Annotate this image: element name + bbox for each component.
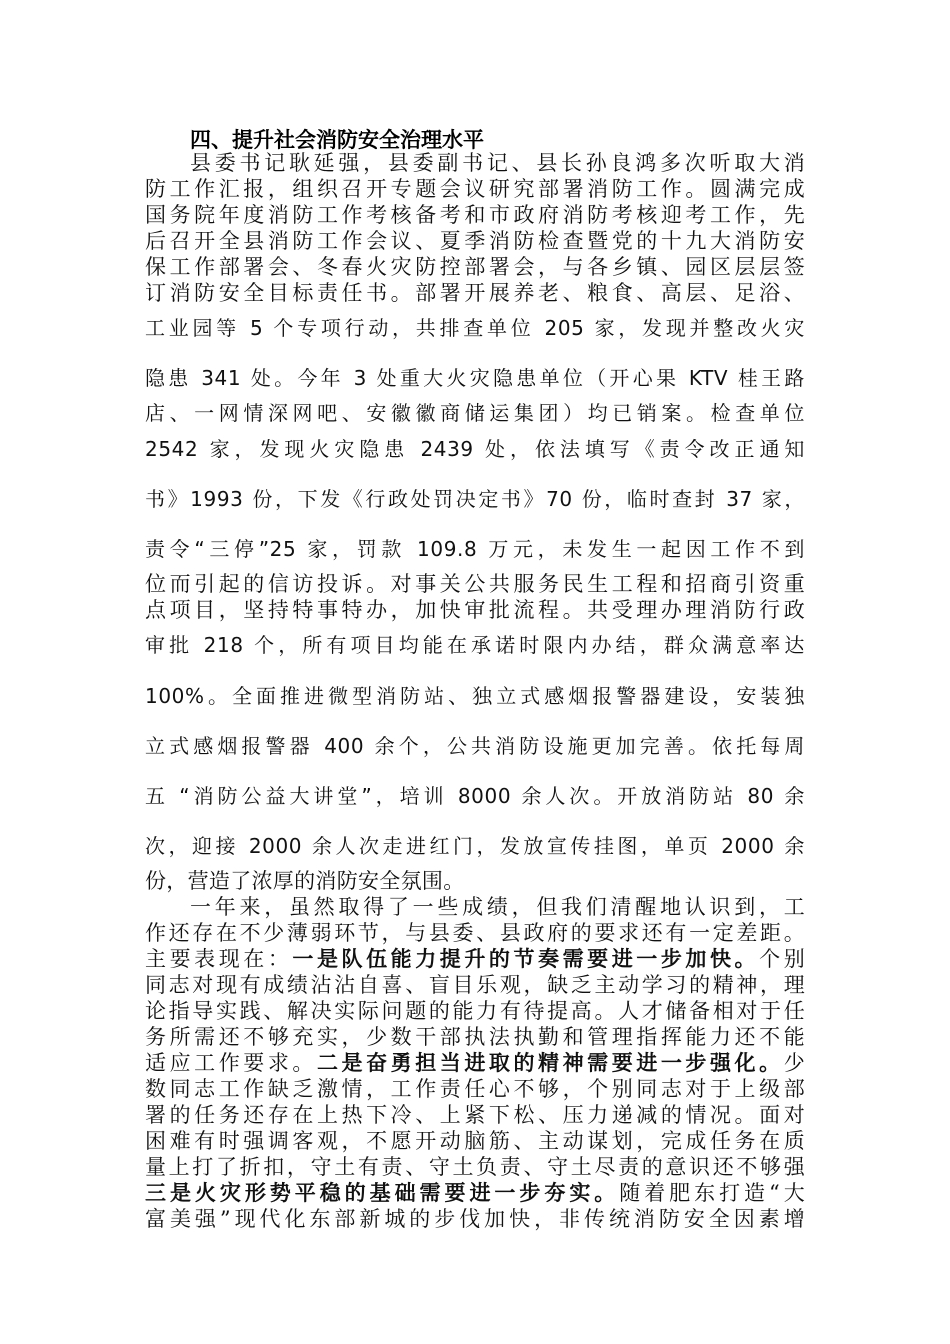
text-line: 工业园等 5 个专项行动，共排查单位 205 家，发现并整改火灾 — [145, 316, 805, 340]
text-line: 点项目，坚持特事特办，加快审批流程。共受理办理消防行政 — [145, 598, 805, 622]
text-line: 防工作汇报，组织召开专题会议研究部署消防工作。圆满完成 — [145, 177, 805, 201]
text-line: 困难有时强调客观，不愿开动脑筋、主动谋划，完成任务在质 — [145, 1129, 805, 1153]
text-line: 作还存在不少薄弱环节，与县委、县政府的要求还有一定差距。 — [145, 921, 805, 945]
text-line: 审批 218 个，所有项目均能在承诺时限内办结，群众满意率达 — [145, 633, 805, 657]
text-line: 数同志工作缺乏激情，工作责任心不够，个别同志对于上级部 — [145, 1077, 805, 1101]
text-line: 隐患 341 处。今年 3 处重大火灾隐患单位（开心果 KTV 桂王路 — [145, 366, 805, 390]
text-line: 富美强”现代化东部新城的步伐加快，非传统消防安全因素增 — [145, 1207, 805, 1231]
text-line: 县委书记耿延强，县委副书记、县长孙良鸿多次听取大消 — [190, 151, 805, 175]
text-line: 100%。全面推进微型消防站、独立式感烟报警器建设，安装独 — [145, 684, 805, 708]
text-line: 店、一网情深网吧、安徽徽商储运集团）均已销案。检查单位 — [145, 401, 805, 425]
text-run: 个别 — [759, 947, 805, 971]
text-line: 书》1993 份，下发《行政处罚决定书》70 份，临时查封 37 家， — [145, 487, 805, 511]
text-run: 少 — [783, 1051, 805, 1075]
text-line — [145, 1050, 805, 1076]
text-run: 随着肥东打造“大 — [619, 1181, 806, 1205]
key-point-1: 一是队伍能力提升的节奏需要进一步加快。 — [292, 947, 760, 971]
key-point-3: 三是火灾形势平稳的基础需要进一步夯实。 — [145, 1181, 620, 1205]
text-line: 署的任务还存在上热下冷、上紧下松、压力递减的情况。面对 — [145, 1103, 805, 1127]
text-line: 国务院年度消防工作考核备考和市政府消防考核迎考工作，先 — [145, 203, 805, 227]
text-line: 位而引起的信访投诉。对事关公共服务民生工程和招商引资重 — [145, 572, 805, 596]
text-line: 订消防安全目标责任书。部署开展养老、粮食、高层、足浴、 — [145, 281, 805, 305]
text-line — [145, 946, 805, 972]
text-line: 论指导实践、解决实际问题的能力有待提高。人才储备相对于任 — [145, 999, 805, 1023]
text-line: 量上打了折扣，守土有责、守土负责、守土尽责的意识还不够强 — [145, 1155, 805, 1179]
text-line: 2542 家，发现火灾隐患 2439 处，依法填写《责令改正通知 — [145, 437, 805, 461]
text-line: 同志对现有成绩沾沾自喜、盲目乐观，缺乏主动学习的精神，理 — [145, 973, 805, 997]
text-line: 次，迎接 2000 余人次走进红门，发放宣传挂图，单页 2000 余 — [145, 834, 805, 858]
text-line: 五 “消防公益大讲堂”，培训 8000 余人次。开放消防站 80 余 — [145, 784, 805, 808]
text-run: 适应工作要求。 — [145, 1051, 317, 1075]
text-run: 主要表现在： — [145, 947, 293, 971]
text-line: 保工作部署会、冬春火灾防控部署会，与各乡镇、园区层层签 — [145, 255, 805, 279]
text-line — [145, 1180, 805, 1206]
text-line: 立式感烟报警器 400 余个，公共消防设施更加完善。依托每周 — [145, 734, 805, 758]
text-line: 责令“三停”25 家，罚款 109.8 万元，未发生一起因工作不到 — [145, 537, 805, 561]
section-heading: 四、提升社会消防安全治理水平 — [190, 128, 484, 152]
text-line: 务所需还不够充实，少数干部执法执勤和管理指挥能力还不能 — [145, 1025, 805, 1049]
key-point-2: 二是奋勇担当进取的精神需要进一步强化。 — [316, 1051, 784, 1075]
text-line: 份，营造了浓厚的消防安全氛围。 — [145, 869, 465, 893]
text-line: 一年来，虽然取得了一些成绩，但我们清醒地认识到，工 — [190, 895, 805, 919]
text-line: 后召开全县消防工作会议、夏季消防检查暨党的十九大消防安 — [145, 229, 805, 253]
